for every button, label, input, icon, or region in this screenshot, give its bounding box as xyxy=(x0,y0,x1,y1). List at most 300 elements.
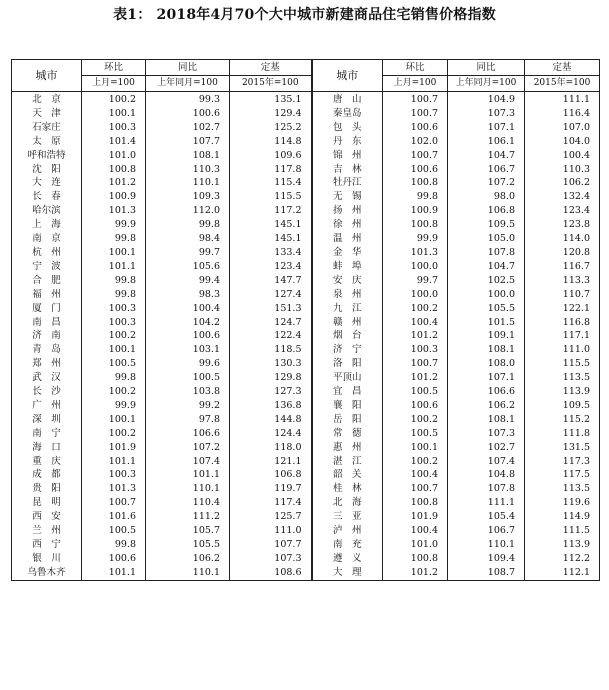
right-city-name: 襄 阳 xyxy=(312,399,383,413)
right-city-name: 惠 州 xyxy=(312,441,383,455)
left-base-value: 125.2 xyxy=(230,121,312,135)
left-city-name: 合 肥 xyxy=(12,274,82,288)
right-yoy-value: 106.8 xyxy=(448,204,525,218)
left-base-value: 117.8 xyxy=(230,163,312,177)
right-base-value: 112.1 xyxy=(525,566,600,580)
right-base-value: 107.0 xyxy=(525,121,600,135)
right-mom-value: 101.9 xyxy=(383,510,448,524)
left-city-name: 天 津 xyxy=(12,107,82,121)
right-base-value: 119.6 xyxy=(525,496,600,510)
right-city-name: 常 德 xyxy=(312,427,383,441)
right-city-name: 无 锡 xyxy=(312,190,383,204)
left-city-name: 呼和浩特 xyxy=(12,149,82,163)
right-yoy-value: 109.4 xyxy=(448,552,525,566)
right-yoy-value: 107.3 xyxy=(448,107,525,121)
left-city-name: 杭 州 xyxy=(12,246,82,260)
left-base-value: 118.5 xyxy=(230,343,312,357)
right-base-value: 106.2 xyxy=(525,176,600,190)
left-yoy-value: 98.3 xyxy=(146,288,230,302)
left-base-value: 107.3 xyxy=(230,552,312,566)
right-mom-value: 100.3 xyxy=(383,343,448,357)
right-mom-value: 100.4 xyxy=(383,468,448,482)
left-base-value: 117.2 xyxy=(230,204,312,218)
table-row xyxy=(12,385,600,399)
right-city-name: 秦皇岛 xyxy=(312,107,383,121)
left-base-value: 122.4 xyxy=(230,329,312,343)
left-mom-value: 100.2 xyxy=(82,92,146,107)
left-yoy-value: 111.2 xyxy=(146,510,230,524)
left-city-name: 南 昌 xyxy=(12,316,82,330)
subheader-base-left: 2015年=100 xyxy=(230,76,312,92)
right-yoy-value: 101.5 xyxy=(448,316,525,330)
left-city-name: 郑 州 xyxy=(12,357,82,371)
table-row xyxy=(12,510,600,524)
left-mom-value: 101.1 xyxy=(82,260,146,274)
right-mom-value: 100.4 xyxy=(383,524,448,538)
subheader-yoy-left: 上年同月=100 xyxy=(146,76,230,92)
left-mom-value: 99.8 xyxy=(82,371,146,385)
left-yoy-value: 104.2 xyxy=(146,316,230,330)
right-city-name: 泸 州 xyxy=(312,524,383,538)
table-row xyxy=(12,149,600,163)
right-base-value: 120.8 xyxy=(525,246,600,260)
table-row xyxy=(12,107,600,121)
left-yoy-value: 102.7 xyxy=(146,121,230,135)
left-yoy-value: 110.4 xyxy=(146,496,230,510)
right-base-value: 113.5 xyxy=(525,371,600,385)
left-base-value: 119.7 xyxy=(230,482,312,496)
right-base-value: 111.8 xyxy=(525,427,600,441)
left-yoy-value: 106.2 xyxy=(146,552,230,566)
left-mom-value: 101.3 xyxy=(82,482,146,496)
subheader-mom-right: 上月=100 xyxy=(383,76,448,92)
left-city-name: 长 沙 xyxy=(12,385,82,399)
right-yoy-value: 108.1 xyxy=(448,413,525,427)
left-yoy-value: 112.0 xyxy=(146,204,230,218)
left-base-value: 106.8 xyxy=(230,468,312,482)
header-mom-left: 环比 xyxy=(82,60,146,76)
left-base-value: 121.1 xyxy=(230,455,312,469)
table-row xyxy=(12,399,600,413)
right-yoy-value: 107.8 xyxy=(448,482,525,496)
right-yoy-value: 100.0 xyxy=(448,288,525,302)
left-city-name: 上 海 xyxy=(12,218,82,232)
right-yoy-value: 106.6 xyxy=(448,385,525,399)
table-row xyxy=(12,135,600,149)
left-yoy-value: 99.3 xyxy=(146,92,230,107)
right-yoy-value: 107.1 xyxy=(448,371,525,385)
left-yoy-value: 100.6 xyxy=(146,329,230,343)
left-yoy-value: 106.6 xyxy=(146,427,230,441)
right-city-name: 济 宁 xyxy=(312,343,383,357)
right-mom-value: 100.6 xyxy=(383,163,448,177)
right-city-name: 洛 阳 xyxy=(312,357,383,371)
left-mom-value: 100.9 xyxy=(82,190,146,204)
left-city-name: 西 安 xyxy=(12,510,82,524)
right-city-name: 南 充 xyxy=(312,538,383,552)
left-mom-value: 100.1 xyxy=(82,246,146,260)
left-base-value: 147.7 xyxy=(230,274,312,288)
right-yoy-value: 104.7 xyxy=(448,149,525,163)
right-mom-value: 100.6 xyxy=(383,399,448,413)
right-base-value: 113.3 xyxy=(525,274,600,288)
right-base-value: 123.4 xyxy=(525,204,600,218)
right-city-name: 徐 州 xyxy=(312,218,383,232)
right-mom-value: 101.2 xyxy=(383,566,448,580)
right-mom-value: 100.2 xyxy=(383,413,448,427)
right-city-name: 赣 州 xyxy=(312,316,383,330)
left-base-value: 144.8 xyxy=(230,413,312,427)
right-base-value: 132.4 xyxy=(525,190,600,204)
right-mom-value: 101.2 xyxy=(383,329,448,343)
left-yoy-value: 100.4 xyxy=(146,302,230,316)
left-mom-value: 99.9 xyxy=(82,218,146,232)
left-mom-value: 101.9 xyxy=(82,441,146,455)
left-mom-value: 100.3 xyxy=(82,302,146,316)
left-city-name: 乌鲁木齐 xyxy=(12,566,82,580)
right-city-name: 桂 林 xyxy=(312,482,383,496)
table-row xyxy=(12,343,600,357)
left-yoy-value: 99.2 xyxy=(146,399,230,413)
left-yoy-value: 98.4 xyxy=(146,232,230,246)
right-base-value: 114.0 xyxy=(525,232,600,246)
left-yoy-value: 105.7 xyxy=(146,524,230,538)
right-city-name: 蚌 埠 xyxy=(312,260,383,274)
left-base-value: 130.3 xyxy=(230,357,312,371)
left-city-name: 海 口 xyxy=(12,441,82,455)
left-base-value: 115.5 xyxy=(230,190,312,204)
left-mom-value: 100.3 xyxy=(82,121,146,135)
left-yoy-value: 110.3 xyxy=(146,163,230,177)
left-yoy-value: 97.8 xyxy=(146,413,230,427)
table-row xyxy=(12,413,600,427)
right-base-value: 113.5 xyxy=(525,482,600,496)
table-subheader-row xyxy=(12,76,600,92)
right-yoy-value: 110.1 xyxy=(448,538,525,552)
left-city-name: 重 庆 xyxy=(12,455,82,469)
table-row xyxy=(12,218,600,232)
right-mom-value: 101.2 xyxy=(383,371,448,385)
table-row xyxy=(12,302,600,316)
right-mom-value: 100.5 xyxy=(383,427,448,441)
left-base-value: 145.1 xyxy=(230,218,312,232)
left-mom-value: 100.2 xyxy=(82,385,146,399)
right-base-value: 116.7 xyxy=(525,260,600,274)
right-base-value: 110.3 xyxy=(525,163,600,177)
left-base-value: 117.4 xyxy=(230,496,312,510)
left-base-value: 135.1 xyxy=(230,92,312,107)
right-base-value: 100.4 xyxy=(525,149,600,163)
left-city-name: 南 京 xyxy=(12,232,82,246)
right-yoy-value: 105.4 xyxy=(448,510,525,524)
left-mom-value: 100.3 xyxy=(82,468,146,482)
right-base-value: 117.5 xyxy=(525,468,600,482)
left-mom-value: 100.6 xyxy=(82,552,146,566)
right-mom-value: 100.9 xyxy=(383,204,448,218)
left-yoy-value: 108.1 xyxy=(146,149,230,163)
left-yoy-value: 105.5 xyxy=(146,538,230,552)
left-city-name: 南 宁 xyxy=(12,427,82,441)
table-row xyxy=(12,274,600,288)
right-yoy-value: 106.2 xyxy=(448,399,525,413)
right-mom-value: 100.4 xyxy=(383,316,448,330)
left-base-value: 109.6 xyxy=(230,149,312,163)
subheader-yoy-right: 上年同月=100 xyxy=(448,76,525,92)
right-mom-value: 101.0 xyxy=(383,538,448,552)
left-mom-value: 99.8 xyxy=(82,288,146,302)
left-mom-value: 99.8 xyxy=(82,538,146,552)
left-base-value: 123.4 xyxy=(230,260,312,274)
right-city-name: 泉 州 xyxy=(312,288,383,302)
left-yoy-value: 99.4 xyxy=(146,274,230,288)
table-row xyxy=(12,190,600,204)
right-city-name: 锦 州 xyxy=(312,149,383,163)
left-city-name: 福 州 xyxy=(12,288,82,302)
right-city-name: 牡丹江 xyxy=(312,176,383,190)
left-mom-value: 100.2 xyxy=(82,427,146,441)
left-mom-value: 100.5 xyxy=(82,357,146,371)
header-base-right: 定基 xyxy=(525,60,600,76)
table-row xyxy=(12,204,600,218)
right-city-name: 唐 山 xyxy=(312,92,383,107)
left-city-name: 北 京 xyxy=(12,92,82,107)
table-row xyxy=(12,92,600,107)
left-city-name: 广 州 xyxy=(12,399,82,413)
header-city-left: 城市 xyxy=(12,60,82,92)
right-yoy-value: 105.0 xyxy=(448,232,525,246)
left-yoy-value: 107.2 xyxy=(146,441,230,455)
table-row xyxy=(12,538,600,552)
left-mom-value: 101.1 xyxy=(82,455,146,469)
left-mom-value: 101.0 xyxy=(82,149,146,163)
right-city-name: 遵 义 xyxy=(312,552,383,566)
table-row xyxy=(12,163,600,177)
left-city-name: 成 都 xyxy=(12,468,82,482)
right-mom-value: 100.2 xyxy=(383,455,448,469)
right-base-value: 115.2 xyxy=(525,413,600,427)
left-base-value: 133.4 xyxy=(230,246,312,260)
right-city-name: 包 头 xyxy=(312,121,383,135)
right-mom-value: 100.5 xyxy=(383,385,448,399)
right-yoy-value: 107.1 xyxy=(448,121,525,135)
table-row xyxy=(12,427,600,441)
right-mom-value: 100.7 xyxy=(383,149,448,163)
right-yoy-value: 108.1 xyxy=(448,343,525,357)
left-yoy-value: 107.7 xyxy=(146,135,230,149)
left-yoy-value: 105.6 xyxy=(146,260,230,274)
right-mom-value: 100.6 xyxy=(383,121,448,135)
left-yoy-value: 110.1 xyxy=(146,482,230,496)
right-city-name: 韶 关 xyxy=(312,468,383,482)
right-base-value: 104.0 xyxy=(525,135,600,149)
table-row xyxy=(12,121,600,135)
right-yoy-value: 102.7 xyxy=(448,441,525,455)
left-mom-value: 99.8 xyxy=(82,274,146,288)
left-city-name: 武 汉 xyxy=(12,371,82,385)
right-mom-value: 99.7 xyxy=(383,274,448,288)
left-city-name: 石家庄 xyxy=(12,121,82,135)
left-yoy-value: 99.7 xyxy=(146,246,230,260)
right-city-name: 丹 东 xyxy=(312,135,383,149)
table-row xyxy=(12,482,600,496)
table-row xyxy=(12,357,600,371)
right-city-name: 岳 阳 xyxy=(312,413,383,427)
right-base-value: 123.8 xyxy=(525,218,600,232)
right-yoy-value: 107.8 xyxy=(448,246,525,260)
table-row xyxy=(12,176,600,190)
left-yoy-value: 110.1 xyxy=(146,566,230,580)
right-mom-value: 100.7 xyxy=(383,357,448,371)
header-yoy-left: 同比 xyxy=(146,60,230,76)
right-mom-value: 100.1 xyxy=(383,441,448,455)
right-base-value: 115.5 xyxy=(525,357,600,371)
right-city-name: 扬 州 xyxy=(312,204,383,218)
left-mom-value: 101.6 xyxy=(82,510,146,524)
left-yoy-value: 99.8 xyxy=(146,218,230,232)
right-city-name: 安 庆 xyxy=(312,274,383,288)
right-base-value: 113.9 xyxy=(525,538,600,552)
right-base-value: 111.1 xyxy=(525,92,600,107)
right-yoy-value: 106.1 xyxy=(448,135,525,149)
right-city-name: 吉 林 xyxy=(312,163,383,177)
table-row xyxy=(12,232,600,246)
table-row xyxy=(12,524,600,538)
table-row xyxy=(12,329,600,343)
left-city-name: 青 岛 xyxy=(12,343,82,357)
right-yoy-value: 102.5 xyxy=(448,274,525,288)
left-city-name: 哈尔滨 xyxy=(12,204,82,218)
left-mom-value: 101.4 xyxy=(82,135,146,149)
left-city-name: 宁 波 xyxy=(12,260,82,274)
right-mom-value: 100.0 xyxy=(383,260,448,274)
right-base-value: 111.5 xyxy=(525,524,600,538)
table-row xyxy=(12,316,600,330)
left-yoy-value: 110.1 xyxy=(146,176,230,190)
right-yoy-value: 108.0 xyxy=(448,357,525,371)
right-yoy-value: 104.9 xyxy=(448,92,525,107)
right-yoy-value: 107.2 xyxy=(448,176,525,190)
left-mom-value: 100.5 xyxy=(82,524,146,538)
left-base-value: 124.4 xyxy=(230,427,312,441)
right-yoy-value: 98.0 xyxy=(448,190,525,204)
left-city-name: 西 宁 xyxy=(12,538,82,552)
table-row xyxy=(12,468,600,482)
right-yoy-value: 108.7 xyxy=(448,566,525,580)
left-mom-value: 100.1 xyxy=(82,413,146,427)
left-base-value: 107.7 xyxy=(230,538,312,552)
table-row xyxy=(12,288,600,302)
left-mom-value: 100.7 xyxy=(82,496,146,510)
right-yoy-value: 106.7 xyxy=(448,524,525,538)
left-mom-value: 100.8 xyxy=(82,163,146,177)
header-mom-right: 环比 xyxy=(383,60,448,76)
left-city-name: 济 南 xyxy=(12,329,82,343)
table-body xyxy=(12,92,600,581)
left-yoy-value: 109.3 xyxy=(146,190,230,204)
table-row xyxy=(12,246,600,260)
table-row xyxy=(12,552,600,566)
right-yoy-value: 111.1 xyxy=(448,496,525,510)
left-base-value: 129.4 xyxy=(230,107,312,121)
left-mom-value: 101.1 xyxy=(82,566,146,580)
table-row xyxy=(12,566,600,580)
right-mom-value: 100.0 xyxy=(383,288,448,302)
left-base-value: 125.7 xyxy=(230,510,312,524)
right-mom-value: 100.7 xyxy=(383,107,448,121)
left-city-name: 厦 门 xyxy=(12,302,82,316)
left-mom-value: 100.2 xyxy=(82,329,146,343)
left-mom-value: 101.3 xyxy=(82,204,146,218)
right-mom-value: 99.9 xyxy=(383,232,448,246)
left-base-value: 129.8 xyxy=(230,371,312,385)
table-row xyxy=(12,496,600,510)
right-mom-value: 100.7 xyxy=(383,92,448,107)
right-city-name: 湛 江 xyxy=(312,455,383,469)
right-yoy-value: 109.1 xyxy=(448,329,525,343)
left-mom-value: 100.1 xyxy=(82,107,146,121)
right-base-value: 131.5 xyxy=(525,441,600,455)
right-yoy-value: 106.7 xyxy=(448,163,525,177)
right-mom-value: 102.0 xyxy=(383,135,448,149)
left-city-name: 兰 州 xyxy=(12,524,82,538)
left-city-name: 贵 阳 xyxy=(12,482,82,496)
left-mom-value: 99.8 xyxy=(82,232,146,246)
left-base-value: 108.6 xyxy=(230,566,312,580)
left-base-value: 127.4 xyxy=(230,288,312,302)
left-base-value: 111.0 xyxy=(230,524,312,538)
left-city-name: 大 连 xyxy=(12,176,82,190)
right-city-name: 金 华 xyxy=(312,246,383,260)
right-yoy-value: 107.4 xyxy=(448,455,525,469)
right-base-value: 110.7 xyxy=(525,288,600,302)
left-city-name: 沈 阳 xyxy=(12,163,82,177)
left-mom-value: 100.1 xyxy=(82,343,146,357)
left-base-value: 124.7 xyxy=(230,316,312,330)
left-city-name: 深 圳 xyxy=(12,413,82,427)
left-yoy-value: 101.1 xyxy=(146,468,230,482)
right-base-value: 117.3 xyxy=(525,455,600,469)
left-base-value: 145.1 xyxy=(230,232,312,246)
left-yoy-value: 107.4 xyxy=(146,455,230,469)
right-city-name: 平顶山 xyxy=(312,371,383,385)
left-yoy-value: 103.8 xyxy=(146,385,230,399)
left-base-value: 127.3 xyxy=(230,385,312,399)
left-base-value: 118.0 xyxy=(230,441,312,455)
right-yoy-value: 104.7 xyxy=(448,260,525,274)
left-mom-value: 100.3 xyxy=(82,316,146,330)
right-mom-value: 100.8 xyxy=(383,176,448,190)
table-row xyxy=(12,455,600,469)
right-city-name: 三 亚 xyxy=(312,510,383,524)
left-yoy-value: 100.5 xyxy=(146,371,230,385)
left-city-name: 长 春 xyxy=(12,190,82,204)
table-row xyxy=(12,441,600,455)
right-base-value: 116.4 xyxy=(525,107,600,121)
header-city-right: 城市 xyxy=(312,60,383,92)
left-base-value: 115.4 xyxy=(230,176,312,190)
left-city-name: 昆 明 xyxy=(12,496,82,510)
table-header-row xyxy=(12,60,600,76)
left-city-name: 银 川 xyxy=(12,552,82,566)
right-base-value: 109.5 xyxy=(525,399,600,413)
table-row xyxy=(12,260,600,274)
left-yoy-value: 103.1 xyxy=(146,343,230,357)
right-city-name: 北 海 xyxy=(312,496,383,510)
right-base-value: 114.9 xyxy=(525,510,600,524)
left-yoy-value: 100.6 xyxy=(146,107,230,121)
left-base-value: 151.3 xyxy=(230,302,312,316)
right-yoy-value: 109.5 xyxy=(448,218,525,232)
